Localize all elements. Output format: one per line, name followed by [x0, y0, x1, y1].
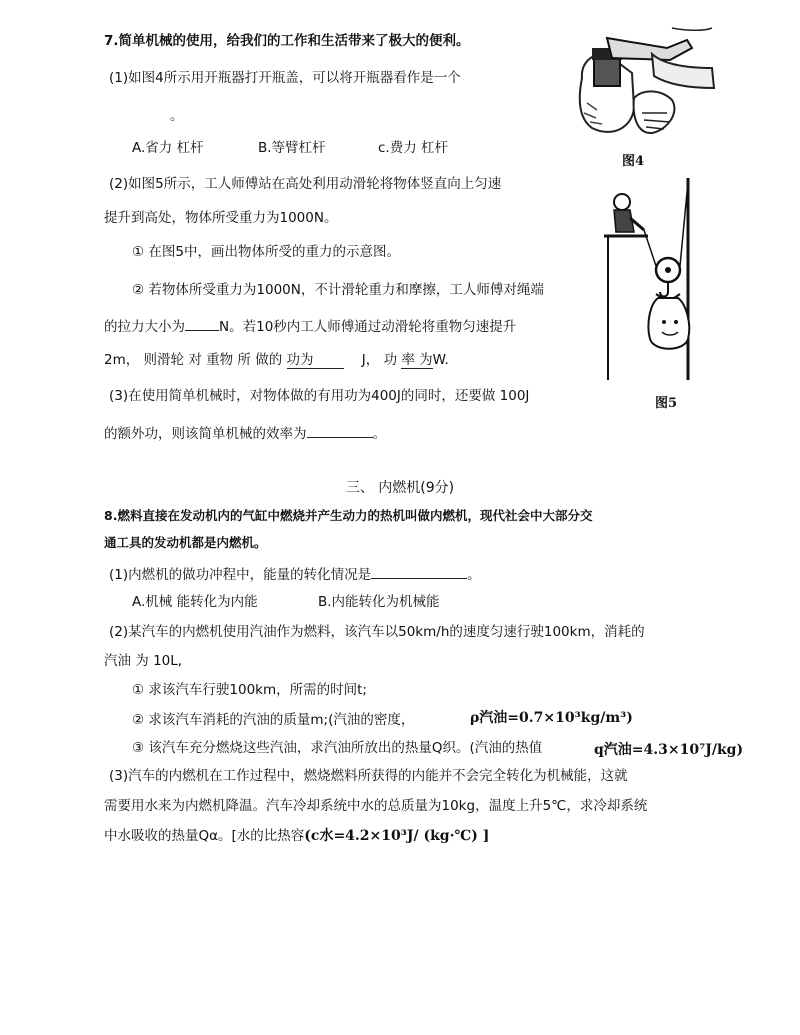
- q8-part1-end: 。: [467, 567, 481, 583]
- q7-force-line: [104, 316, 516, 337]
- q8-part2-line2: 汽油 为 10L,: [104, 653, 183, 669]
- q8-part1-blank[interactable]: [371, 564, 467, 579]
- q7-work-text3: W.: [432, 352, 449, 368]
- q7-work-text2: J， 功: [361, 352, 398, 368]
- q8-part2-sub3: ③ 该汽车充分燃烧这些汽油，求汽油所放出的热量Q织。(汽油的热值: [132, 740, 543, 756]
- gasoline-heat-value-formula: q汽油=4.3×10⁷J/kg): [594, 742, 744, 758]
- q8-part1-text: (1)内燃机的做功冲程中，能量的转化情况是: [109, 567, 372, 583]
- q8-title-line2: 通工具的发动机都是内燃机。: [104, 535, 267, 550]
- q7-power-blank[interactable]: 率 为: [401, 352, 433, 368]
- q7-part3-line1: (3)在使用简单机械时，对物体做的有用功为400J的同时，还要做 100J: [109, 388, 530, 404]
- q7-force-text2: N。若10秒内工人师傅通过动滑轮将重物匀速提升: [219, 319, 517, 335]
- q7-part1-text: (1)如图4所示用开瓶器打开瓶盖，可以将开瓶器看作是一个: [109, 70, 461, 86]
- q7-option-a: A.省力 杠杆: [132, 140, 204, 156]
- figure4-caption: 图4: [622, 154, 645, 169]
- q7-part2-line1: (2)如图5所示，工人师傅站在高处利用动滑轮将物体竖直向上匀速: [109, 176, 502, 192]
- q8-part3-text: 中水吸收的热量Qα。[水的比热容: [104, 828, 305, 844]
- q7-force-blank[interactable]: [185, 316, 219, 331]
- q8-part2-line1: (2)某汽车的内燃机使用汽油作为燃料，该汽车以50km/h的速度匀速行驶100km，消耗的: [109, 624, 645, 640]
- q7-part3-line2: [104, 423, 386, 444]
- q8-part1-line: [109, 564, 481, 585]
- q7-part2-sub2: ② 若物体所受重力为1000N，不计滑轮重力和摩擦，工人师傅对绳端: [132, 282, 544, 298]
- water-specific-heat-formula: (c水=4.2×10³J/ (kg·℃) ]: [304, 828, 490, 844]
- q7-option-b: B.等臂杠杆: [258, 140, 326, 156]
- q8-part3-line3: [104, 826, 489, 846]
- q7-force-text: 的拉力大小为: [104, 319, 185, 335]
- figure5-pulley-illustration: [600, 174, 706, 384]
- section-heading: 三、 内燃机(9分): [345, 480, 455, 496]
- gasoline-density-formula: ρ汽油=0.7×10³kg/m³): [470, 710, 633, 726]
- q8-part3-line1: (3)汽车的内燃机在工作过程中，燃烧燃料所获得的内能并不会完全转化为机械能，这就: [109, 768, 628, 784]
- q7-work-text1: 2m， 则滑轮 对 重物 所 做的: [104, 352, 283, 368]
- figure5-caption: 图5: [655, 396, 678, 411]
- q7-work-blank[interactable]: 功为: [287, 352, 344, 369]
- q7-option-c: c.费力 杠杆: [378, 140, 449, 156]
- q8-title-line1: 8.燃料直接在发动机内的气缸中燃烧并产生动力的热机叫做内燃机，现代社会中大部分交: [104, 508, 593, 523]
- q7-title: 7.简单机械的使用，给我们的工作和生活带来了极大的便利。: [104, 33, 470, 49]
- q7-efficiency-blank[interactable]: [307, 423, 373, 438]
- q7-work-line: [104, 350, 449, 370]
- figure4-bottle-opener-illustration: [572, 18, 718, 146]
- q8-part3-line2: 需要用水来为内燃机降温。汽车冷却系统中水的总质量为10kg，温度上升5℃，求冷却系统: [104, 798, 648, 814]
- q7-efficiency-text: 的额外功，则该简单机械的效率为: [104, 426, 307, 442]
- q8-part2-sub1: ① 求该汽车行驶100km，所需的时间t;: [132, 682, 367, 698]
- q8-part2-sub2: ② 求该汽车消耗的汽油的质量m;(汽油的密度，: [132, 712, 415, 728]
- q8-option-b: B.内能转化为机械能: [318, 594, 440, 610]
- q7-part2-sub1: ① 在图5中，画出物体所受的重力的示意图。: [132, 244, 400, 260]
- q8-option-a: A.机械 能转化为内能: [132, 594, 258, 610]
- q7-part1-end: 。: [170, 108, 184, 124]
- q7-efficiency-end: 。: [372, 426, 386, 442]
- q7-part2-line2: 提升到高处，物体所受重力为1000N。: [104, 210, 338, 226]
